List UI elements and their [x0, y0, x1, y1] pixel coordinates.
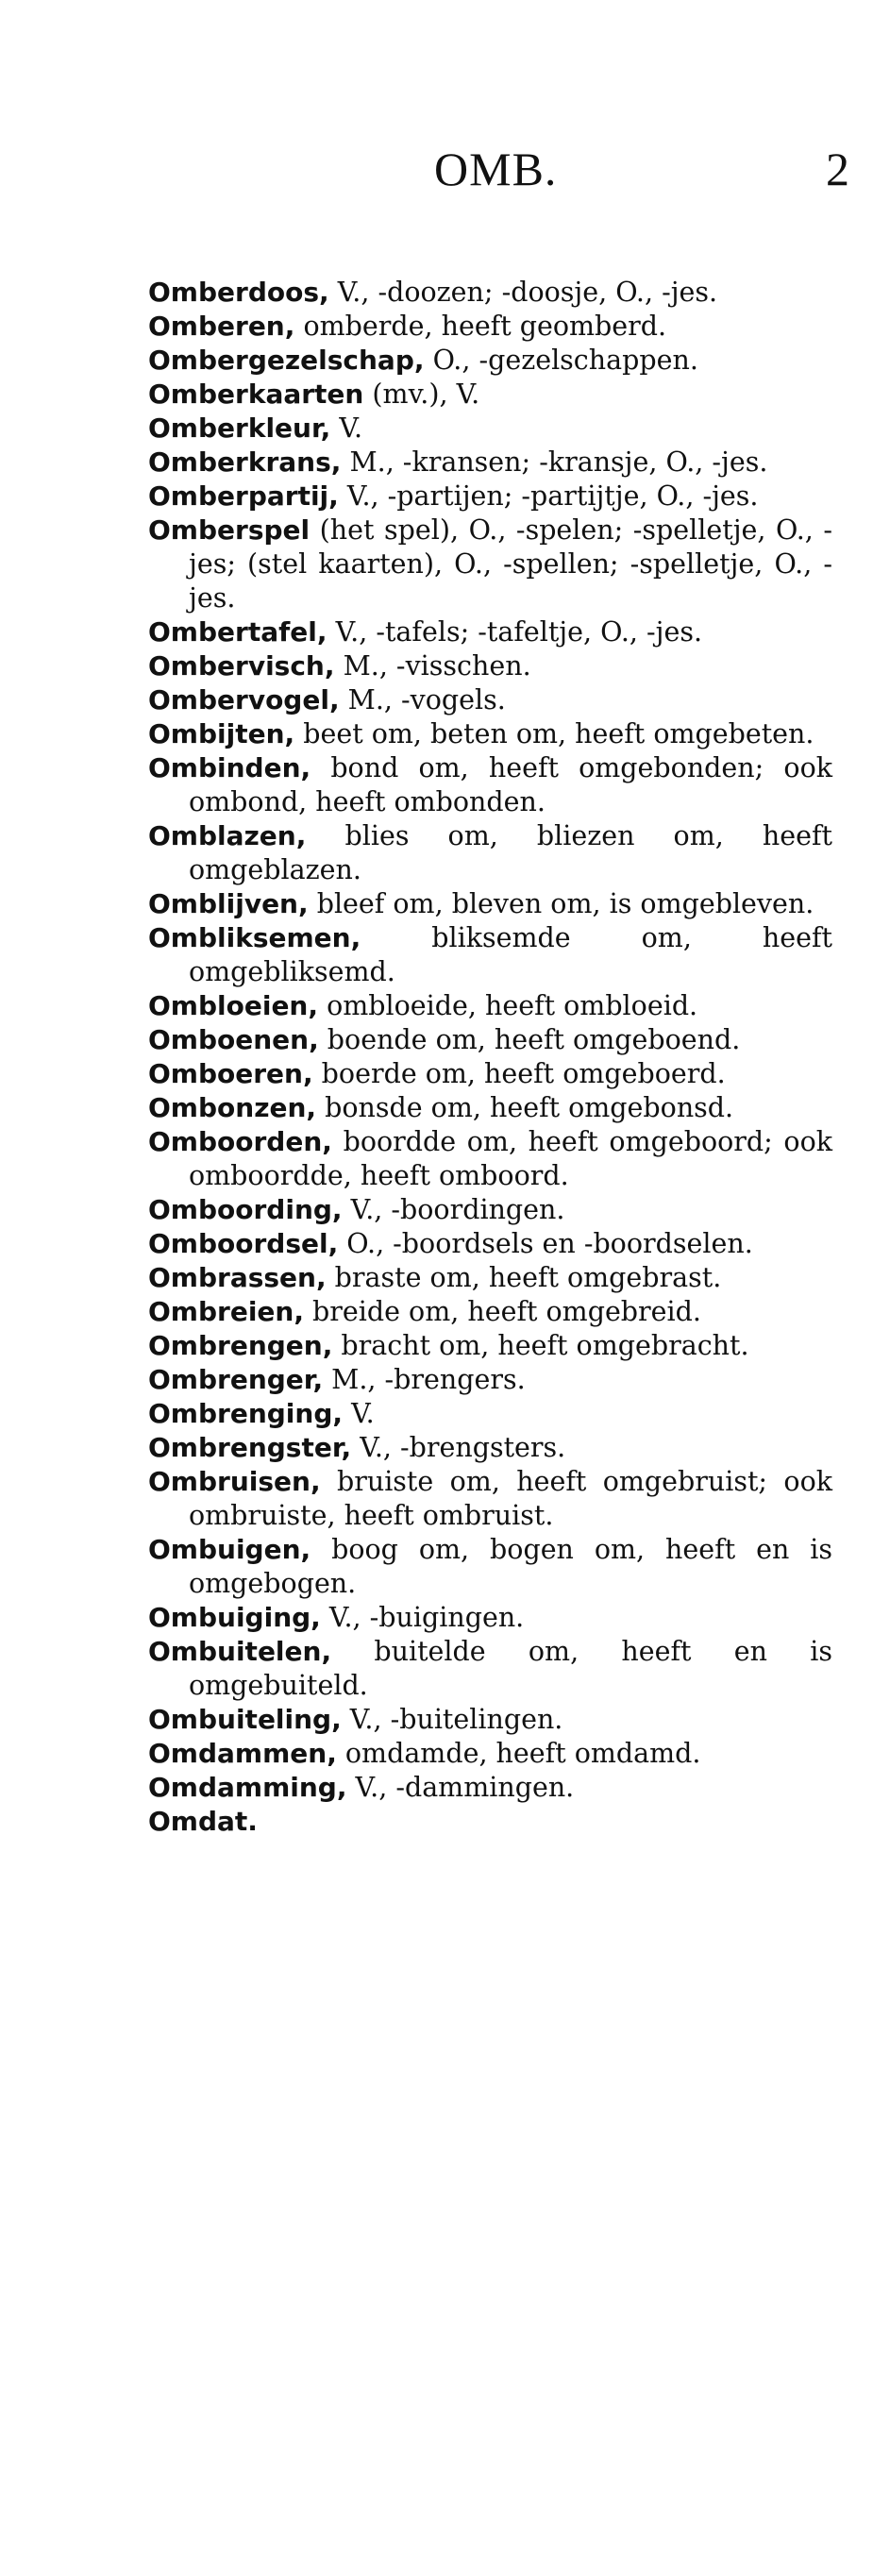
- dictionary-entry: [148, 1465, 832, 1533]
- entry-headword: Ombliksemen,: [148, 922, 361, 953]
- dictionary-entry: [148, 921, 832, 989]
- entry-headword: Omdammen,: [148, 1738, 337, 1769]
- dictionary-entry: [148, 514, 832, 615]
- entry-headword: Omboeren,: [148, 1058, 313, 1089]
- page-number: 2: [826, 143, 849, 195]
- dictionary-entry: [148, 1601, 832, 1635]
- dictionary-entry: [148, 1023, 832, 1057]
- entry-headword: Omdamming,: [148, 1772, 347, 1803]
- entry-headword: Omberkaarten: [148, 379, 364, 410]
- entry-headword: Ombuigen,: [148, 1534, 311, 1565]
- entry-definition: bond om, heeft omgebonden; ook ombond, heeft ombonden.: [189, 752, 832, 817]
- entry-headword: Ombruisen,: [148, 1466, 321, 1497]
- entry-definition: M., -vogels.: [339, 684, 506, 716]
- entry-definition: blies om, bliezen om, heeft omgeblazen.: [189, 820, 832, 885]
- entry-headword: Omberen,: [148, 311, 295, 342]
- entry-headword: Omblijven,: [148, 888, 309, 919]
- entry-headword: Ombinden,: [148, 752, 311, 783]
- entry-definition: V., -brengsters.: [351, 1432, 566, 1463]
- dictionary-entry: [148, 1635, 832, 1703]
- dictionary-entry: [148, 1805, 832, 1839]
- entry-headword: Ombuitelen,: [148, 1636, 332, 1667]
- page-header: [0, 142, 873, 198]
- entry-definition: V., -dammingen.: [346, 1772, 575, 1803]
- entry-headword: Ombijten,: [148, 718, 295, 749]
- entry-definition: O., -boordsels en -boordselen.: [338, 1228, 753, 1259]
- entry-headword: Omberkrans,: [148, 446, 342, 478]
- entry-definition: breide om, heeft omgebreid.: [303, 1296, 701, 1327]
- dictionary-entry: [148, 683, 832, 717]
- entry-headword: Ombloeien,: [148, 990, 319, 1021]
- entry-definition: M., -visschen.: [334, 650, 531, 682]
- entry-headword: Ombuiging,: [148, 1602, 321, 1633]
- entry-headword: Ombertafel,: [148, 616, 327, 648]
- entry-headword: Omberkleur,: [148, 412, 331, 444]
- entry-definition: V., -buigingen.: [320, 1602, 525, 1633]
- entry-definition: bleef om, bleven om, is omgebleven.: [308, 888, 814, 919]
- entry-headword: Omberspel: [148, 514, 311, 546]
- dictionary-entry: [148, 480, 832, 514]
- entry-headword: Ombuiteling,: [148, 1704, 342, 1735]
- entry-definition: (het spel), O., -spelen; -spelletje, O., -jes; (stel kaarten), O., -spellen; -spelletje, O., -jes.: [189, 514, 832, 614]
- entry-headword: Ombrenger,: [148, 1364, 324, 1395]
- entry-definition: V., -boordingen.: [342, 1194, 565, 1225]
- dictionary-entry: [148, 1397, 832, 1431]
- entry-headword: Omboenen,: [148, 1024, 319, 1055]
- entry-headword: Ombreien,: [148, 1296, 304, 1327]
- running-head: OMB.: [434, 143, 558, 195]
- entry-headword: Omboordsel,: [148, 1228, 339, 1259]
- entry-definition: V.: [330, 412, 363, 444]
- dictionary-entry: [148, 751, 832, 819]
- dictionary-entry: [148, 1431, 832, 1465]
- entry-headword: Omdat.: [148, 1806, 258, 1837]
- dictionary-entry: [148, 887, 832, 921]
- entry-headword: Ombonzen,: [148, 1092, 317, 1123]
- dictionary-entry: [148, 1703, 832, 1737]
- dictionary-entry: [148, 1227, 832, 1261]
- dictionary-entry: [148, 412, 832, 446]
- entry-definition: boog om, bogen om, heeft en is omgebogen.: [189, 1534, 832, 1599]
- entry-headword: Omboorden,: [148, 1126, 332, 1157]
- entry-definition: O., -gezelschappen.: [424, 345, 698, 376]
- dictionary-entry: [148, 819, 832, 887]
- dictionary-entry: [148, 1737, 832, 1771]
- entry-definition: buitelde om, heeft en is omgebuiteld.: [189, 1636, 832, 1701]
- entry-definition: beet om, beten om, heeft omgebeten.: [294, 718, 814, 749]
- entry-headword: Omberdoos,: [148, 277, 329, 308]
- entry-headword: Ombrengen,: [148, 1330, 333, 1361]
- dictionary-entry: [148, 1091, 832, 1125]
- entry-headword: Ombervisch,: [148, 650, 335, 682]
- entry-definition: bruiste om, heeft omgebruist; ook ombruiste, heeft ombruist.: [189, 1466, 832, 1531]
- entry-definition: braste om, heeft omgebrast.: [326, 1262, 722, 1293]
- entry-definition: boende om, heeft omgeboend.: [318, 1024, 741, 1055]
- entry-definition: V., -tafels; -tafeltje, O., -jes.: [327, 616, 703, 648]
- dictionary-entry: [148, 446, 832, 480]
- entry-definition: (mv.), V.: [363, 379, 480, 410]
- dictionary-entry: [148, 310, 832, 344]
- dictionary-entry: [148, 649, 832, 683]
- dictionary-entry: [148, 1533, 832, 1601]
- entry-definition: M., -kransen; -kransje, O., -jes.: [341, 446, 768, 478]
- entry-headword: Ombrassen,: [148, 1262, 327, 1293]
- dictionary-entry: [148, 1193, 832, 1227]
- entry-definition: omdamde, heeft omdamd.: [336, 1738, 701, 1769]
- entry-definition: omberde, heeft geomberd.: [294, 311, 667, 342]
- dictionary-entry: [148, 1771, 832, 1805]
- entry-headword: Ombervogel,: [148, 684, 340, 716]
- dictionary-entry: [148, 717, 832, 751]
- dictionary-entry: [148, 1125, 832, 1193]
- dictionary-entry: [148, 1057, 832, 1091]
- dictionary-entry: [148, 344, 832, 378]
- dictionary-entry: [148, 615, 832, 649]
- entry-definition: bracht om, heeft omgebracht.: [332, 1330, 749, 1361]
- entry-definition: M., -brengers.: [323, 1364, 526, 1395]
- dictionary-entry: [148, 1329, 832, 1363]
- entry-definition: bliksemde om, heeft omgebliksemd.: [189, 922, 832, 987]
- entry-headword: Omblazen,: [148, 820, 307, 851]
- entry-definition: boordde om, heeft omgeboord; ook omboordde, heeft omboord.: [189, 1126, 832, 1191]
- dictionary-entry: [148, 1295, 832, 1329]
- dictionary-entry: [148, 1363, 832, 1397]
- entry-definition: boerde om, heeft omgeboerd.: [312, 1058, 726, 1089]
- dictionary-entry: [148, 1261, 832, 1295]
- entry-definition: ombloeide, heeft ombloeid.: [318, 990, 698, 1021]
- dictionary-entry: [148, 989, 832, 1023]
- entry-definition: V., -partijen; -partijtje, O., -jes.: [338, 480, 759, 512]
- entry-headword: Omboording,: [148, 1194, 343, 1225]
- dictionary-entry: [148, 378, 832, 412]
- dictionary-entry: [148, 276, 832, 310]
- entry-headword: Ombrengster,: [148, 1432, 352, 1463]
- entry-definition: bonsde om, heeft omgebonsd.: [316, 1092, 734, 1123]
- entry-definition: V., -buitelingen.: [341, 1704, 563, 1735]
- entry-headword: Omberpartij,: [148, 480, 339, 512]
- entry-definition: V., -doozen; -doosje, O., -jes.: [328, 277, 718, 308]
- entry-headword: Ombrenging,: [148, 1398, 344, 1429]
- dictionary-column: [148, 276, 832, 1839]
- entry-headword: Ombergezelschap,: [148, 345, 425, 376]
- entry-definition: V.: [343, 1398, 375, 1429]
